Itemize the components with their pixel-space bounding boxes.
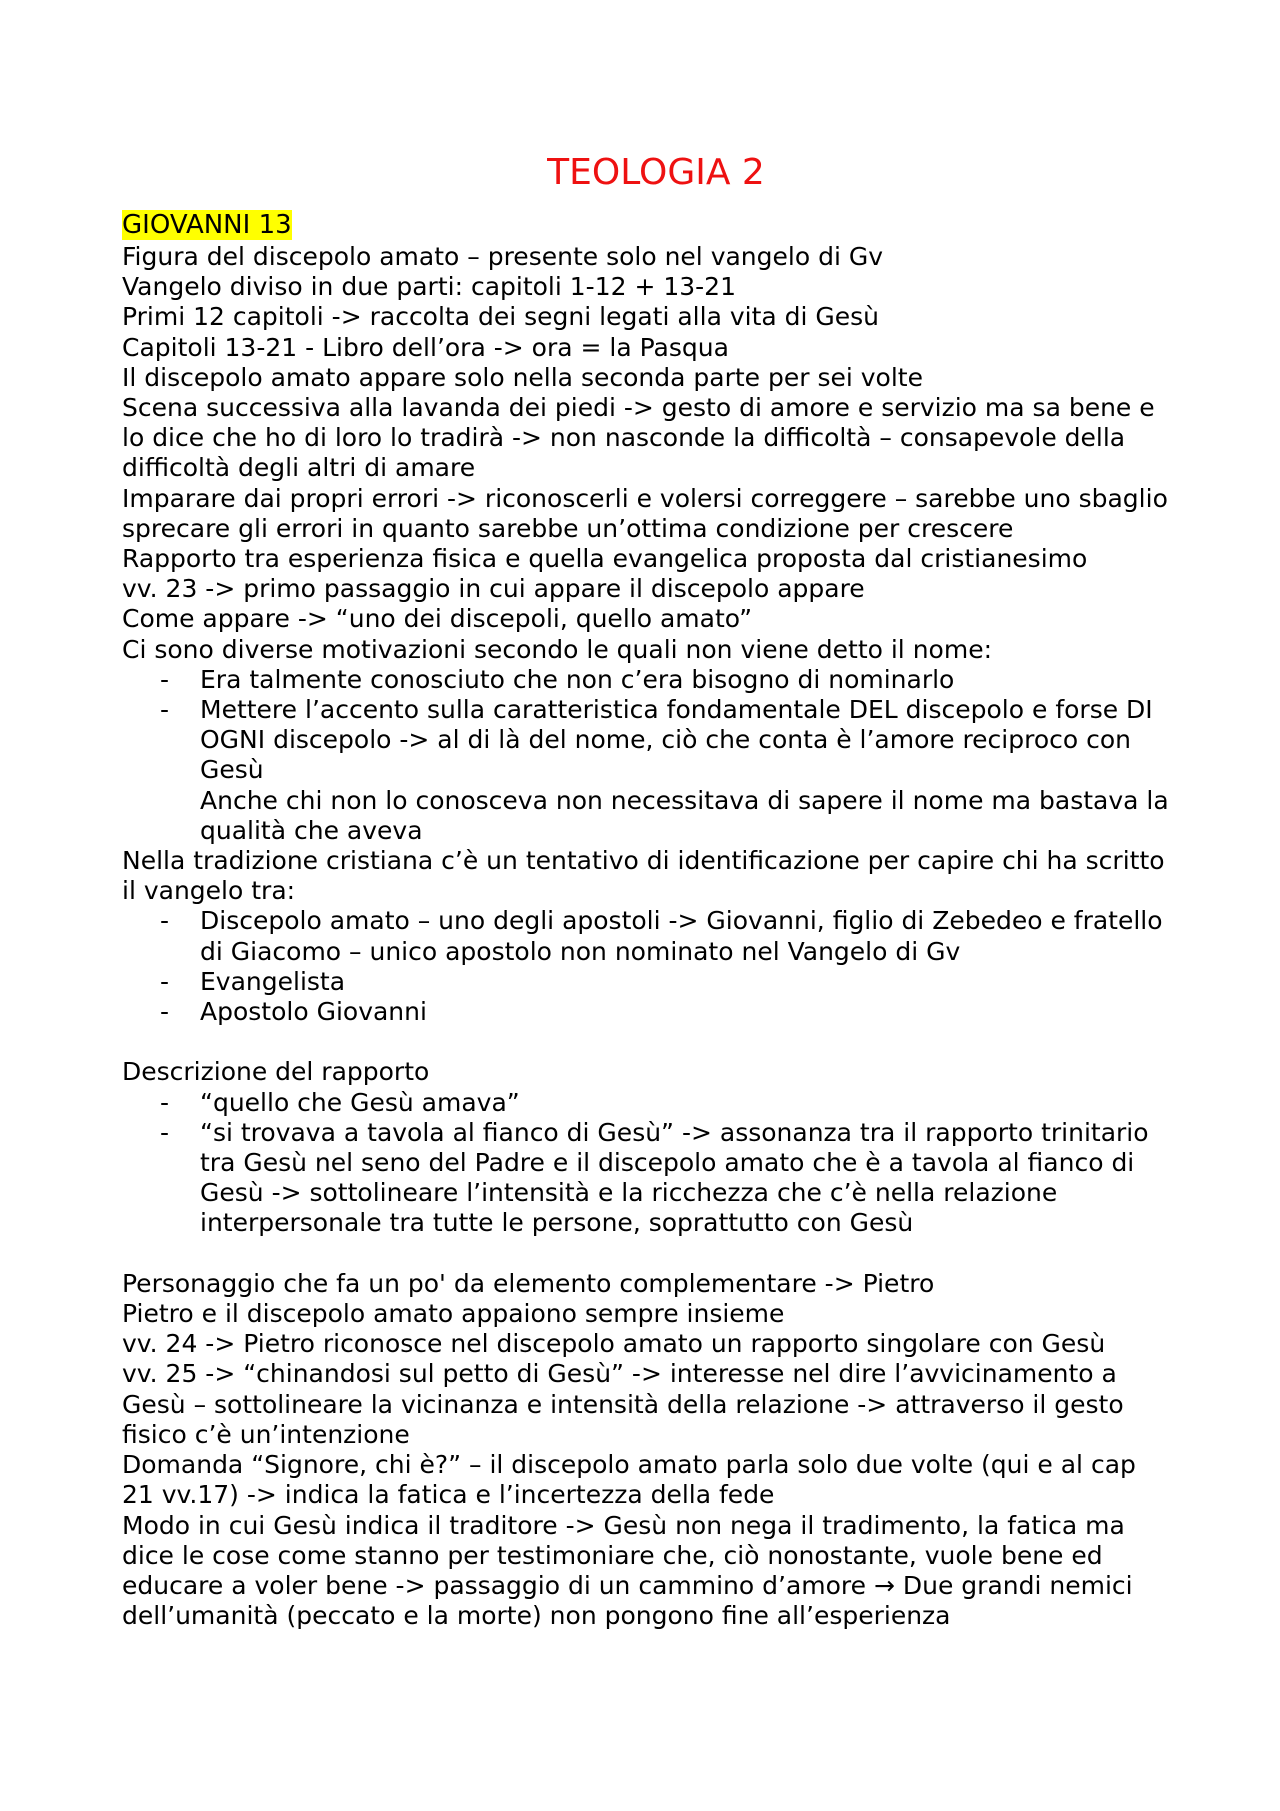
paragraph: Come appare -> “uno dei discepoli, quello amato” (122, 604, 753, 634)
bullet-item (122, 1088, 1170, 1118)
bullet-marker: - (160, 664, 170, 694)
document-title: TEOLOGIA 2 (547, 152, 765, 193)
bullet-item (122, 906, 1170, 966)
paragraph: vv. 25 -> “chinandosi sul petto di Gesù” -> interesse nel dire l’avvicinamento a Gesù – sottolineare la vicinanza e intensità della relazione -> attraverso il gesto fisico c’è un’intenzione (122, 1359, 1124, 1449)
bullet-item (122, 997, 1170, 1027)
paragraph: vv. 23 -> primo passaggio in cui appare il discepolo appare (122, 574, 865, 604)
bullet-item (122, 665, 1170, 695)
paragraph: Capitoli 13-21 - Libro dell’ora -> ora = la Pasqua (122, 332, 729, 362)
bullet-marker: - (160, 906, 170, 936)
bullet-marker: - (160, 1117, 170, 1147)
paragraph: Modo in cui Gesù indica il traditore -> Gesù non nega il tradimento, la fatica ma dice le cose come stanno per testimoniare che, ciò nonostante, vuole bene ed educare a voler bene -> passaggio di un cammino d’amore → Due grandi nemici dell’umanità (peccato e la morte) non pongono fine all’esperienza (122, 1510, 1133, 1631)
bullet-text: Discepolo amato – uno degli apostoli -> Giovanni, figlio di Zebedeo e fratello di Giacomo – unico apostolo non nominato nel Vangelo di Gv (200, 906, 1163, 966)
paragraph: Pietro e il discepolo amato appaiono sempre insieme (122, 1299, 785, 1329)
document-body (122, 242, 1170, 1631)
bullet-text: “si trovava a tavola al fianco di Gesù” -> assonanza tra il rapporto trinitario tra Gesù nel seno del Padre e il discepolo amato che è a tavola al fianco di Gesù -> sottolineare l’intensità e la ricchezza che c’è nella relazione interpersonale tra tutte le persone, soprattutto con Gesù (200, 1117, 1149, 1238)
bullet-marker: - (160, 966, 170, 996)
paragraph: Descrizione del rapporto (122, 1057, 430, 1087)
bullet-text: Evangelista (200, 966, 346, 996)
bullet-text: Era talmente conosciuto che non c’era bisogno di nominarlo (200, 664, 955, 694)
paragraph: Nella tradizione cristiana c’è un tentativo di identificazione per capire chi ha scritto il vangelo tra: (122, 846, 1165, 906)
bullet-marker: - (160, 1087, 170, 1117)
bullet-item (122, 1118, 1170, 1239)
paragraph: Ci sono diverse motivazioni secondo le quali non viene detto il nome: (122, 634, 992, 664)
paragraph: Personaggio che fa un po' da elemento complementare -> Pietro (122, 1268, 935, 1298)
paragraph: Domanda “Signore, chi è?” – il discepolo amato parla solo due volte (qui e al cap 21 vv.17) -> indica la fatica e l’incertezza della fede (122, 1450, 1136, 1510)
bullet-marker: - (160, 997, 170, 1027)
section-heading-wrap (122, 208, 1170, 242)
paragraph: Il discepolo amato appare solo nella seconda parte per sei volte (122, 362, 923, 392)
bullet-continuation: Anche chi non lo conosceva non necessitava di sapere il nome ma bastava la qualità che aveva (200, 785, 1169, 845)
paragraph: Scena successiva alla lavanda dei piedi -> gesto di amore e servizio ma sa bene e lo dice che ho di loro lo tradirà -> non nasconde la difficoltà – consapevole della difficoltà degli altri di amare (122, 393, 1155, 483)
bullet-marker: - (160, 695, 170, 725)
bullet-item (122, 695, 1170, 786)
bullet-text: Mettere l’accento sulla caratteristica fondamentale DEL discepolo e forse DI OGNI discepolo -> al di là del nome, ciò che conta è l’amore reciproco con Gesù (200, 695, 1153, 785)
paragraph: Primi 12 capitoli -> raccolta dei segni legati alla vita di Gesù (122, 302, 880, 332)
blank-line (122, 1027, 1170, 1057)
bullet-item (122, 967, 1170, 997)
paragraph: Figura del discepolo amato – presente solo nel vangelo di Gv (122, 242, 884, 271)
paragraph: Imparare dai propri errori -> riconoscerli e volersi correggere – sarebbe uno sbaglio sprecare gli errori in quanto sarebbe un’ottima condizione per crescere (122, 483, 1168, 543)
blank-line (122, 1239, 1170, 1269)
bullet-text: Apostolo Giovanni (200, 997, 427, 1027)
paragraph: Rapporto tra esperienza fisica e quella evangelica proposta dal cristianesimo (122, 544, 1088, 574)
paragraph: Vangelo diviso in due parti: capitoli 1-12 + 13-21 (122, 272, 736, 302)
bullet-text: “quello che Gesù amava” (200, 1087, 520, 1117)
section-heading: GIOVANNI 13 (122, 210, 292, 240)
paragraph: vv. 24 -> Pietro riconosce nel discepolo amato un rapporto singolare con Gesù (122, 1329, 1106, 1359)
